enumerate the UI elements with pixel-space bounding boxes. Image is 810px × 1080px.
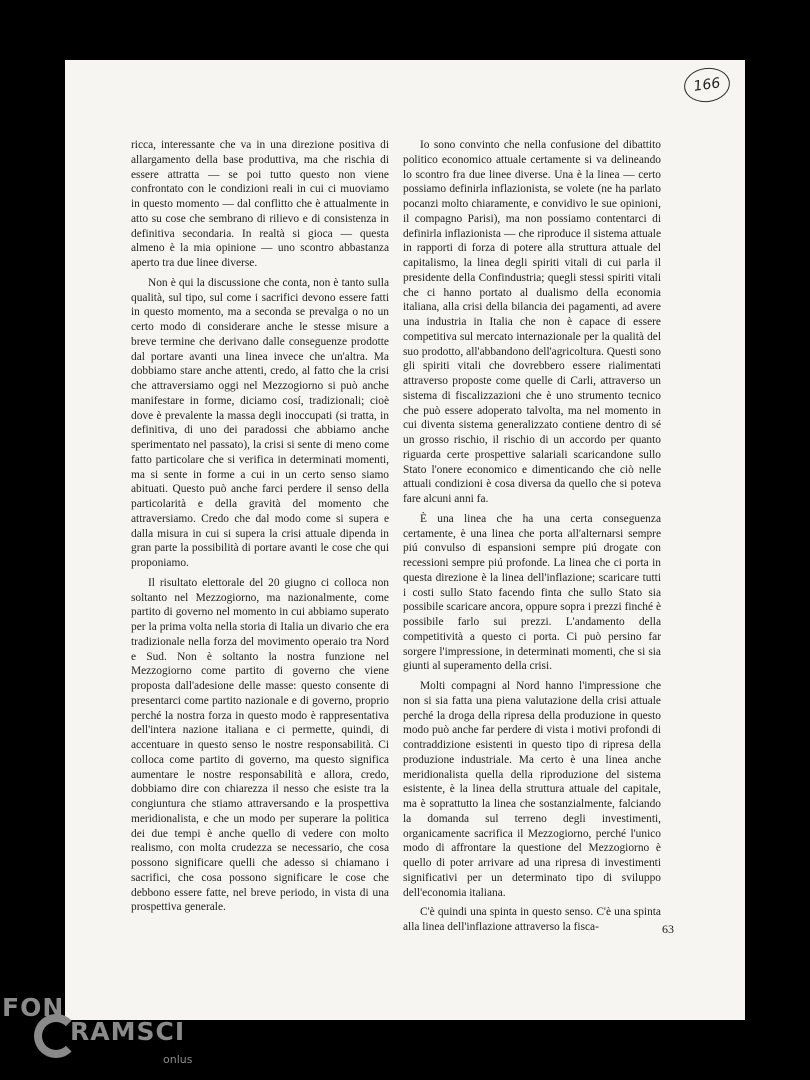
right-paragraph-1: Io sono convinto che nella confusione del dibattito politico economico attuale certamente si va delineando lo scontro fra due linee diverse. Una è la linea — certo possiamo definirla inflazionista, se volete (ne ha parlato pocanzi molto chiaramente, e convidivo le sue opinioni, il compagno Parisi), ma non possiamo contentarci di definirla inflazionista — che riproduce il sistema attuale in rapporti di forza di potere alla struttura attuale del capitalismo, la linea degli spiriti vitali di cui parla il presidente della Confindustria; quegli stessi spiriti vitali che ci hanno portato al dualismo della economia italiana, alla crisi della bilancia dei pagamenti, ad avere una industria in Italia che non è capace di essere competitiva sul mercato internazionale per la qualità del suo prodotto, all'abbandono dell'agricoltura. Questi sono gli spiriti vitali che dovrebbero essere rialimentati attraverso proposte come quelle di Carli, attraverso un sistema di fiscalizzazioni che è uno strumento tecnico che può essere adoperato talvolta, ma nel momento in cui diventa sistema generalizzato contiene dentro di sé un grosso rischio, il rischio di un accordo per quanto riguarda certe prospettive salariali scaricandone sullo Stato l'onere economico e dimenticando che ciò nelle attuali condizioni è cosa diversa da quello che si poteva fare alcuni anni fa. (403, 139, 661, 505)
left-paragraph-1: ricca, interessante che va in una direzione positiva di allargamento della base produttiva, ma che rischia di essere attratta — se poi tutto questo non viene confrontato con le condizioni reali in cui ci muoviamo in questo momento — dal conflitto che è attualmente in atto su cose che sembrano di rilievo e di consistenza in definitiva secondaria. In realtà si gioca — questa almeno è la mia opinione — uno scontro abbastanza aperto tra due linee diverse. (131, 139, 389, 269)
left-text-column (131, 138, 389, 920)
page-number: 63 (662, 922, 674, 936)
logo-text-onlus: onlus (163, 1053, 193, 1066)
left-paragraph-2: Non è qui la discussione che conta, non è tanto sulla qualità, sul tipo, sul come i sacrifici devono essere fatti in questo momento, ma a seconda se prevalga o no un certo modo di considerare anche le stesse misure a breve termine che derivano dalle conseguenze prodotte dal portare avanti una linea invece che un'altra. Ma dobbiamo stare anche attenti, credo, al fatto che la crisi che attraversiamo oggi nel Mezzogiorno si può anche manifestare in forme, diciamo cosí, tradizionali; cioè dove è prevalente la massa degli inoccupati (si tratta, in definitiva, di uno dei paradossi che abbiamo anche sperimentato nel passato), la crisi si sente di meno come fatto particolare che si verifica in determinati momenti, ma si sente in forme a cui in un certo senso siamo abituati. Questo può anche farci perdere il senso della particolarità e della gravità del momento che attraversiamo. Credo che dal modo come si supera e dalla misura in cui si supera la crisi attuale dipenda in gran parte la possibilità di portare avanti le cose che qui proponiamo. (131, 276, 389, 569)
left-paragraph-3: Il risultato elettorale del 20 giugno ci colloca non soltanto nel Mezzogiorno, ma nazionalmente, come partito di governo nel momento in cui abbiamo superato per la prima volta nella storia di Italia un divario che era tradizionale nella forza del movimento operaio tra Nord e Sud. Non è soltanto la nostra funzione nel Mezzogiorno come partito di governo che viene proposta dall'adesione delle masse: questo consente di presentarci come partito nazionale e di governo, proprio perché la nostra forza in questo modo è rappresentativa dell'intera nazione italiana e ci permette, quindi, di accentuare in questo senso le nostre responsabilità. Ci colloca come partito di governo, ma questo significa aumentare le nostre responsabilità e allora, credo, dobbiamo dire con chiarezza il nesso che esiste tra la congiuntura che stiamo attraversando e la prospettiva meridionalista, e che un modo per superare la politica dei due tempi è anche quello di vedere con molto realismo, con molta crudezza se necessario, che cosa possono significare quelli che adesso si chiamano i sacrifici, che cosa possono significare le cose che debbono essere fatte, nel breve periodo, in vista di una prospettiva generale. (131, 576, 389, 914)
document-page (65, 60, 745, 1020)
logo-text-fon: FON (2, 993, 65, 1022)
right-text-column (403, 138, 661, 940)
stamp-number: 166 (692, 75, 722, 95)
right-paragraph-2: È una linea che ha una certa conseguenza certamente, è una linea che porta all'alternarsi sempre piú convulso di espansioni sempre piú drogate con recessioni sempre piú profonde. La linea che ci porta in questa direzione è la linea dell'inflazione; scaricare tutti i costi sullo Stato facendo finta che sullo Stato sia possibile scaricare ancora, oppure sopra i prezzi finché è possibile farlo sui prezzi. L'andamento della competitività a questo ci porta. Ci può persino far sorgere l'impressione, in determinati momenti, che si sia giunti al superamento della crisi. (403, 512, 661, 673)
archive-number-stamp (682, 65, 732, 105)
fondazione-gramsci-logo (0, 990, 230, 1080)
logo-text-ramsci: RAMSCI (70, 1017, 186, 1046)
right-paragraph-4: C'è quindi una spinta in questo senso. C'è una spinta alla linea dell'inflazione attraverso la fisca- (403, 906, 661, 933)
right-paragraph-3: Molti compagni al Nord hanno l'impressione che non si sia fatta una piena valutazione della crisi attuale perché la droga della ripresa della produzione in questo modo può anche far perdere di vista i motivi profondi di contraddizione esistenti in questo tipo di ripresa della produzione industriale. Ma certo è una linea anche meridionalista quella della riproduzione del sistema esistente, è la linea della struttura attuale del capitale, ma è soprattutto la linea che sostanzialmente, falciando la domanda sul terreno degli investimenti, organicamente sacrifica il Mezzogiorno, perché l'unico modo di affrontare la questione del Mezzogiorno è quello di poter arrivare ad una ripresa di investimenti significativi per un determinato tipo di sviluppo dell'economia italiana. (403, 680, 661, 899)
